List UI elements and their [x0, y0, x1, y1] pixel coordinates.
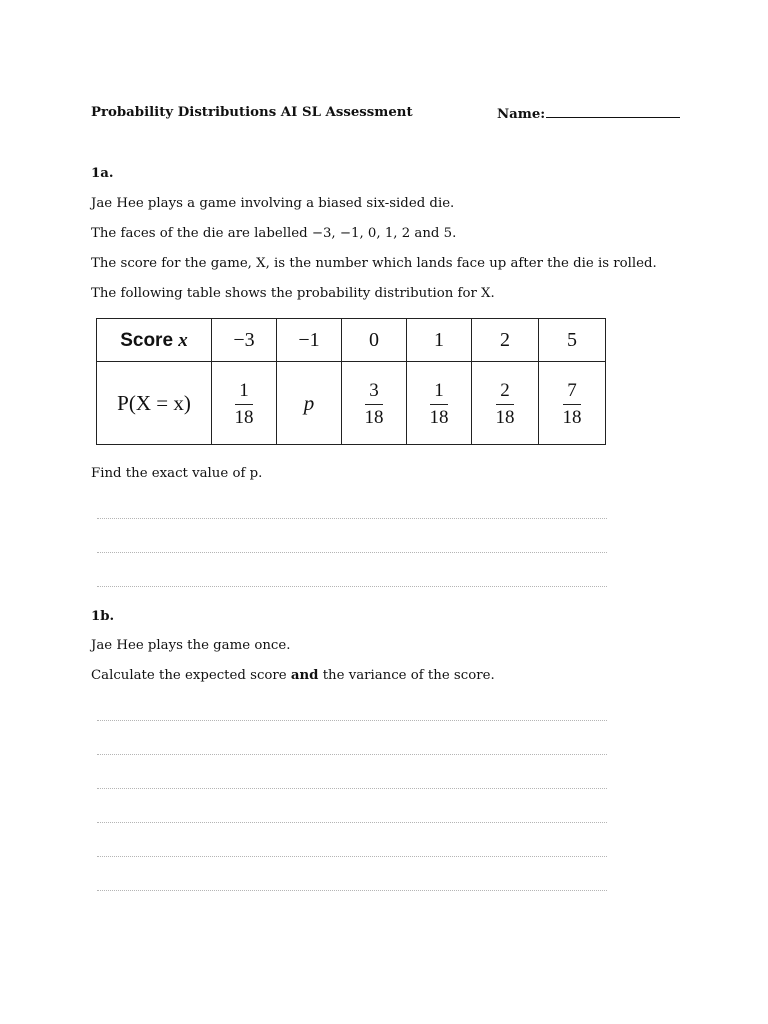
answer-line[interactable]: [97, 822, 607, 824]
q1a-line-2: The faces of the die are labelled −3, −1, 0, 1, 2 and 5.: [91, 226, 457, 241]
q1b-line-1: Jae Hee plays the game once.: [91, 638, 291, 653]
answer-line[interactable]: [97, 720, 607, 722]
question-1b-label: 1b.: [91, 609, 115, 624]
name-underline: [546, 105, 680, 118]
score-cell: −1: [277, 319, 342, 362]
q1b-line-2: Calculate the expected score and the variance of the score.: [91, 668, 495, 683]
score-cell: 2: [472, 319, 539, 362]
probability-row-header: P(X = x): [97, 362, 212, 445]
score-cell: 0: [342, 319, 407, 362]
probability-cell: $\frac{3}{18}$: [342, 362, 407, 445]
answer-line[interactable]: [97, 586, 607, 588]
question-1a-label: 1a.: [91, 166, 114, 181]
answer-line[interactable]: [97, 856, 607, 858]
answer-line[interactable]: [97, 518, 607, 520]
answer-line[interactable]: [97, 552, 607, 554]
q1a-line-3: The score for the game, X, is the number which lands face up after the die is rolled.: [91, 256, 657, 271]
q1a-line-4: The following table shows the probability distribution for X.: [91, 286, 495, 301]
probability-distribution-table: [96, 318, 606, 445]
probability-cell: p: [277, 362, 342, 445]
score-cell: 5: [539, 319, 606, 362]
name-label: Name:: [497, 107, 546, 122]
answer-line[interactable]: [97, 754, 607, 756]
score-cell: −3: [212, 319, 277, 362]
assessment-title: Probability Distributions AI SL Assessment: [91, 105, 413, 120]
score-cell: 1: [407, 319, 472, 362]
q1a-prompt: Find the exact value of p.: [91, 466, 263, 481]
probability-cell: $\frac{1}{18}$: [212, 362, 277, 445]
probability-cell: $\frac{2}{18}$: [472, 362, 539, 445]
probability-cell: $\frac{7}{18}$: [539, 362, 606, 445]
score-row-header: Score x: [97, 319, 212, 362]
probability-row: [97, 362, 606, 445]
answer-line[interactable]: [97, 890, 607, 892]
score-row: [97, 319, 606, 362]
probability-cell: $\frac{1}{18}$: [407, 362, 472, 445]
q1a-line-1: Jae Hee plays a game involving a biased six-sided die.: [91, 196, 455, 211]
answer-line[interactable]: [97, 788, 607, 790]
name-field[interactable]: [497, 105, 680, 122]
